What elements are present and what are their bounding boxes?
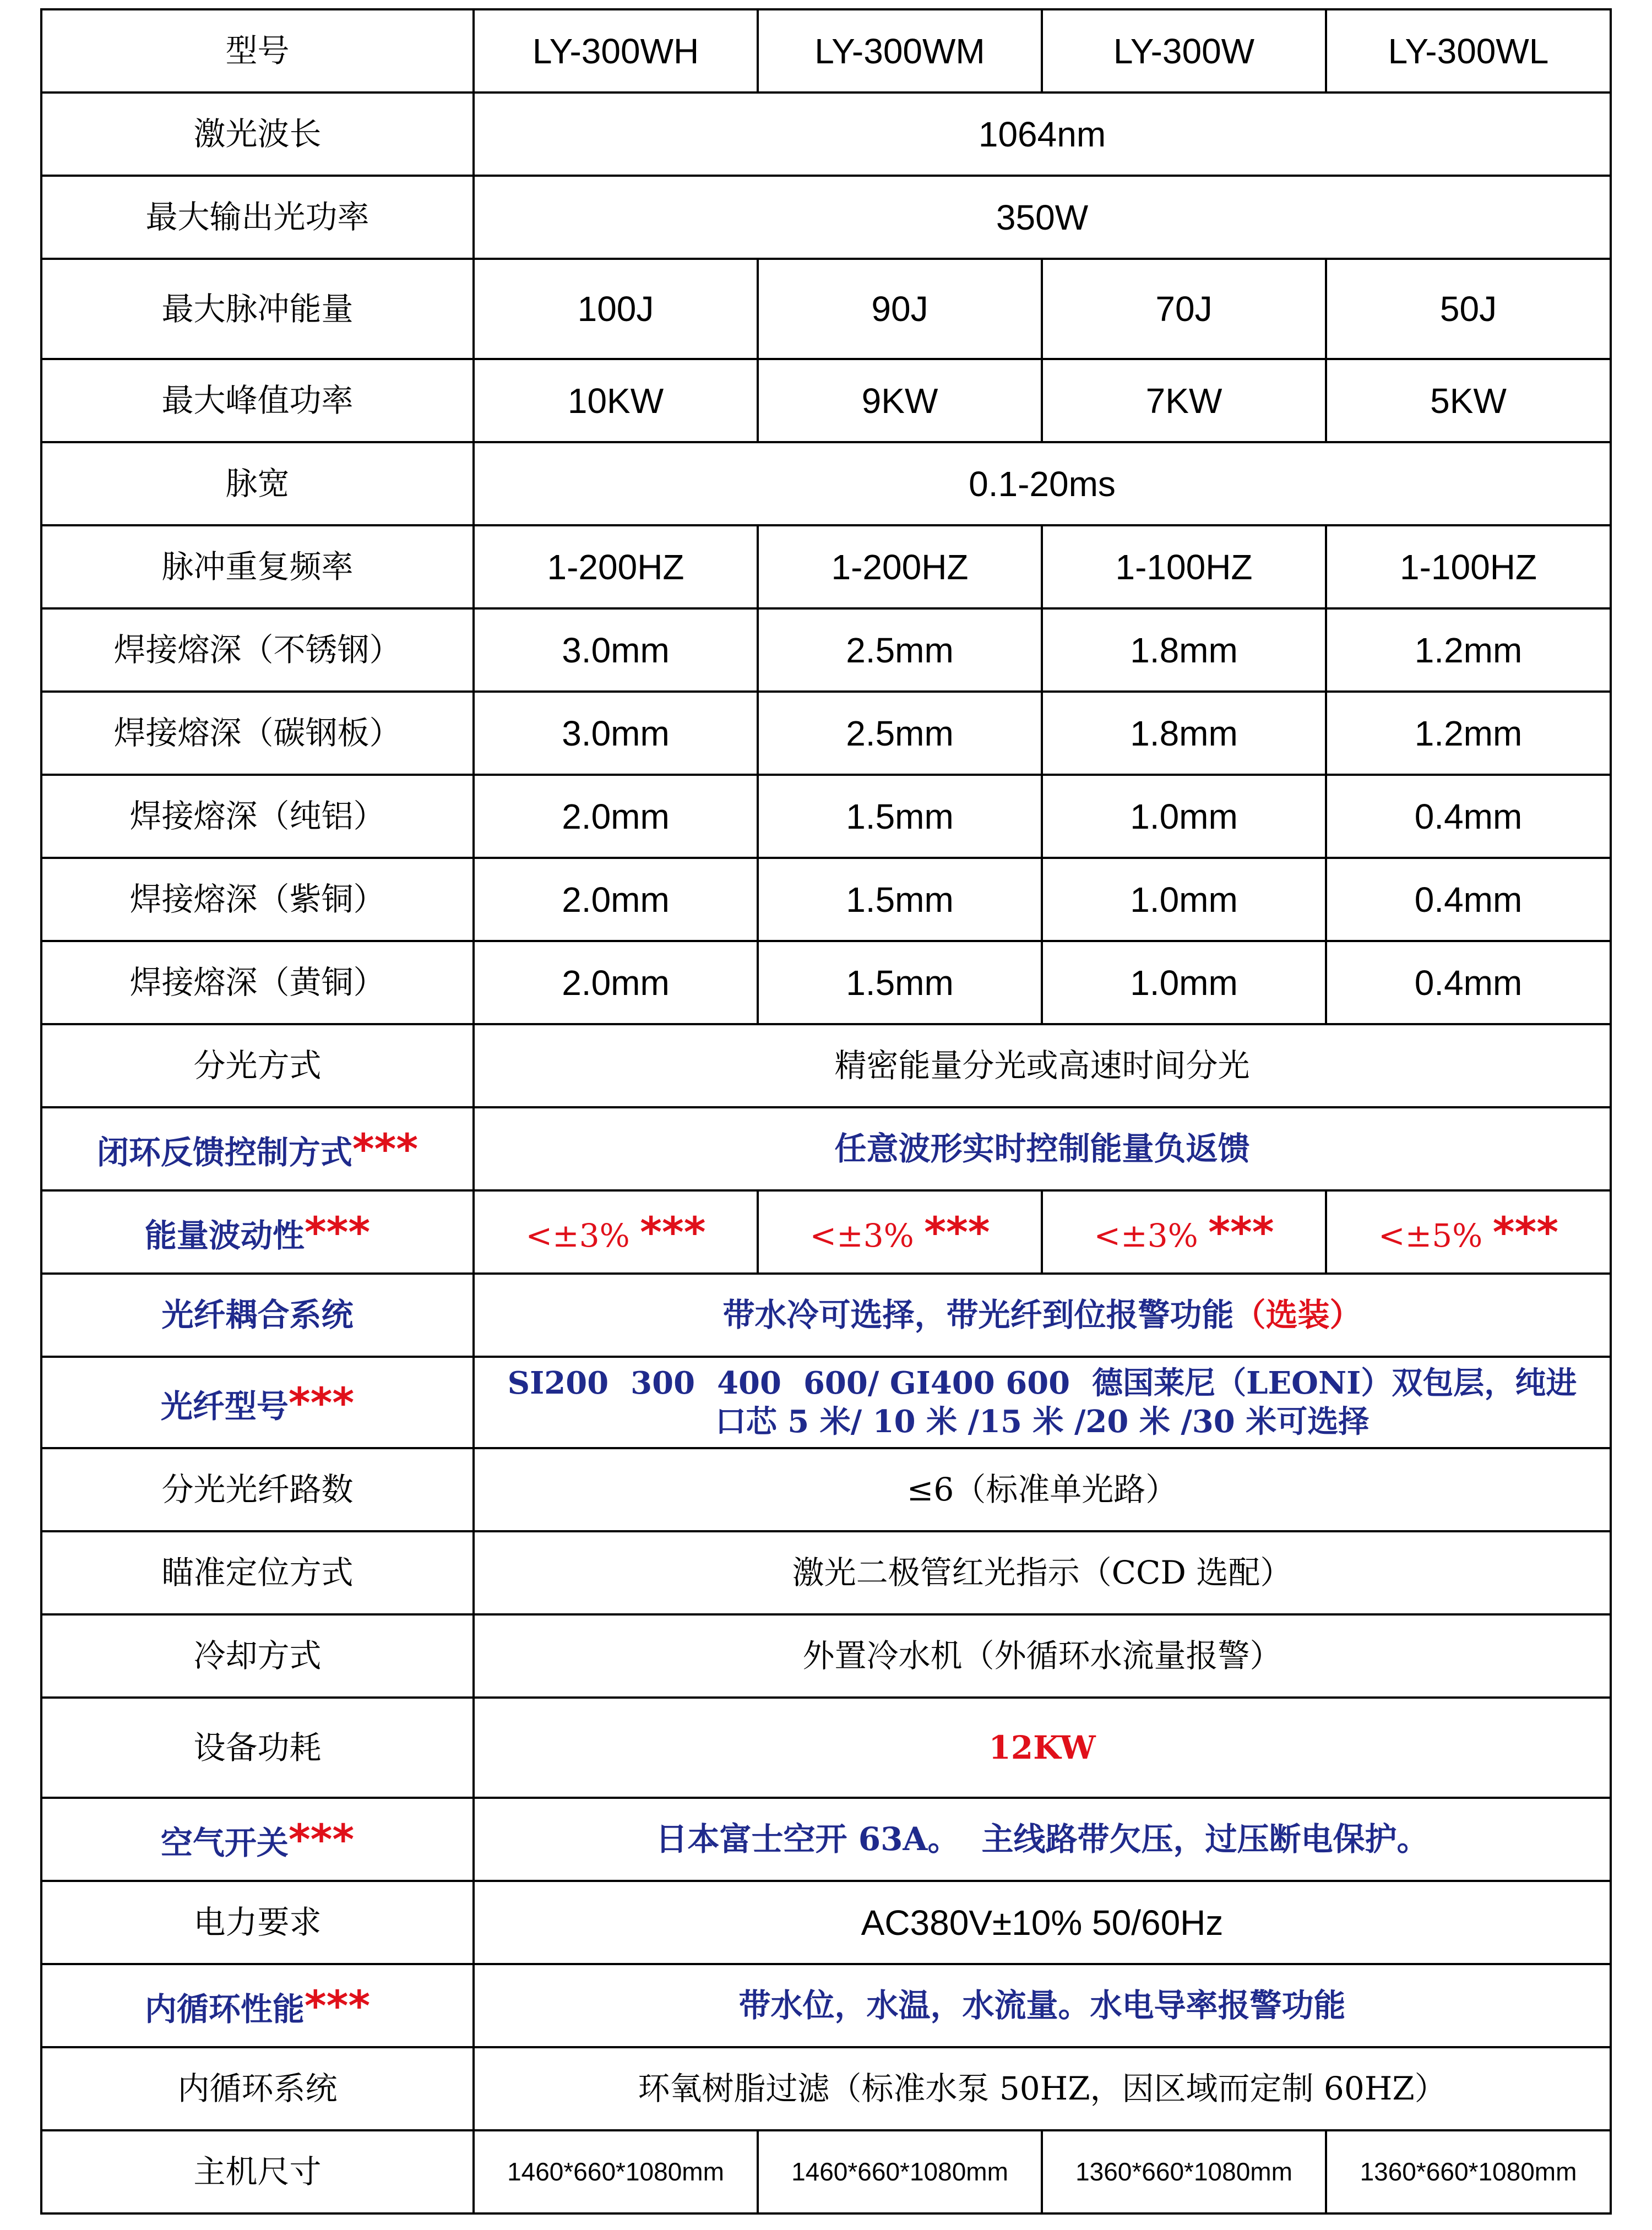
row-label: 最大峰值功率 <box>41 359 474 442</box>
row-value: 9KW <box>758 359 1042 442</box>
row-label: 电力要求 <box>41 1881 474 1964</box>
row-label: 焊接熔深（紫铜） <box>41 858 474 941</box>
row-value <box>758 1190 1042 1274</box>
fiber-core: 400 <box>717 1365 781 1401</box>
fiber-core: 300 <box>631 1365 695 1401</box>
row-value: 1.0mm <box>1042 941 1326 1024</box>
row-label: 内循环系统 <box>41 2047 474 2130</box>
model-label: 型号 <box>41 9 474 93</box>
row-value: 70J <box>1042 259 1326 359</box>
row-power-req <box>41 1881 1611 1964</box>
row-cooling <box>41 1614 1611 1698</box>
row-label: 焊接熔深（黄铜） <box>41 941 474 1024</box>
row-consumption <box>41 1698 1611 1798</box>
row-rep-rate <box>41 525 1611 608</box>
row-label: 分光方式 <box>41 1024 474 1107</box>
row-label: 主机尺寸 <box>41 2130 474 2213</box>
importance-stars: *** <box>1492 1208 1558 1257</box>
row-inner-sys <box>41 2047 1611 2130</box>
row-value: ≤6（标准单光路） <box>474 1448 1611 1531</box>
row-value: 带水位，水温，水流量。水电导率报警功能 <box>474 1964 1611 2047</box>
importance-stars: *** <box>640 1208 706 1257</box>
row-split-mode <box>41 1024 1611 1107</box>
row-value: 1.8mm <box>1042 692 1326 775</box>
label-text: 能量波动性 <box>144 1217 305 1254</box>
fiber-line-1 <box>480 1364 1604 1402</box>
row-value <box>474 1798 1611 1881</box>
row-value: 1-100HZ <box>1326 525 1611 608</box>
value-text: 带水冷可选择，带光纤到位报警功能 <box>722 1296 1234 1334</box>
row-pulse-width <box>41 442 1611 525</box>
row-fiber-paths <box>41 1448 1611 1531</box>
model-name: LY-300WL <box>1326 9 1611 93</box>
value-text: <±3% <box>1094 1217 1198 1254</box>
row-label: 脉宽 <box>41 442 474 525</box>
value-text: <±5% <box>1378 1217 1483 1254</box>
row-label: 激光波长 <box>41 93 474 176</box>
row-value: 1360*660*1080mm <box>1042 2130 1326 2213</box>
row-value: 7KW <box>1042 359 1326 442</box>
row-value: 0.4mm <box>1326 775 1611 858</box>
row-value: 1.5mm <box>758 775 1042 858</box>
row-label <box>41 1964 474 2047</box>
row-label: 分光光纤路数 <box>41 1448 474 1531</box>
row-label: 脉冲重复频率 <box>41 525 474 608</box>
row-value: 1.5mm <box>758 941 1042 1024</box>
row-value <box>474 1274 1611 1357</box>
row-label <box>41 1190 474 1274</box>
row-label: 焊接熔深（碳钢板） <box>41 692 474 775</box>
row-peak-power <box>41 359 1611 442</box>
row-value <box>1326 1190 1611 1274</box>
row-value: 1.2mm <box>1326 692 1611 775</box>
importance-stars: *** <box>352 1124 419 1173</box>
fiber-brand: 德国莱尼（LEONI）双包层，纯进 <box>1092 1365 1577 1401</box>
row-value: 1-200HZ <box>474 525 758 608</box>
row-value: 3.0mm <box>474 692 758 775</box>
row-value: 2.5mm <box>758 692 1042 775</box>
fiber-core: 600/ GI400 600 <box>803 1365 1070 1401</box>
row-value: 2.5mm <box>758 608 1042 692</box>
row-value: 0.4mm <box>1326 858 1611 941</box>
row-stability <box>41 1190 1611 1274</box>
value-text: 日本富士空开 63A。 <box>655 1820 960 1858</box>
model-name: LY-300WH <box>474 9 758 93</box>
importance-stars: *** <box>924 1208 990 1257</box>
row-value: 2.0mm <box>474 775 758 858</box>
value-text: 主线路带欠压，过压断电保护。 <box>981 1820 1429 1858</box>
row-value: 1.0mm <box>1042 858 1326 941</box>
label-text: 内循环性能 <box>144 1990 305 2028</box>
row-label: 冷却方式 <box>41 1614 474 1698</box>
row-depth-stainless <box>41 608 1611 692</box>
row-label <box>41 1798 474 1881</box>
row-label <box>41 1107 474 1190</box>
row-coupling <box>41 1274 1611 1357</box>
model-name: LY-300WM <box>758 9 1042 93</box>
row-value: 1064nm <box>474 93 1611 176</box>
value-text: <±3% <box>809 1217 914 1254</box>
row-value: 环氧树脂过滤（标准水泵 50HZ，因区域而定制 60HZ） <box>474 2047 1611 2130</box>
label-text: 闭环反馈控制方式 <box>96 1134 352 1171</box>
row-depth-aluminum <box>41 775 1611 858</box>
value-text: <±3% <box>525 1217 630 1254</box>
fiber-core: SI200 <box>507 1365 609 1401</box>
row-value: 350W <box>474 176 1611 259</box>
row-pulse-energy <box>41 259 1611 359</box>
row-label: 光纤耦合系统 <box>41 1274 474 1357</box>
row-depth-carbon <box>41 692 1611 775</box>
row-label: 瞄准定位方式 <box>41 1531 474 1614</box>
row-depth-brass <box>41 941 1611 1024</box>
label-text: 空气开关 <box>160 1824 289 1862</box>
row-value: 1.2mm <box>1326 608 1611 692</box>
importance-stars: *** <box>304 1981 371 2030</box>
row-value: 精密能量分光或高速时间分光 <box>474 1024 1611 1107</box>
row-value: 10KW <box>474 359 758 442</box>
row-value: 50J <box>1326 259 1611 359</box>
row-label <box>41 1357 474 1448</box>
importance-stars: *** <box>1208 1208 1274 1257</box>
row-aiming <box>41 1531 1611 1614</box>
row-depth-copper <box>41 858 1611 941</box>
row-value: 任意波形实时控制能量负返馈 <box>474 1107 1611 1190</box>
header-row <box>41 9 1611 93</box>
row-feedback <box>41 1107 1611 1190</box>
row-value: 1460*660*1080mm <box>758 2130 1042 2213</box>
importance-stars: *** <box>304 1208 371 1257</box>
row-value: 3.0mm <box>474 608 758 692</box>
row-value: AC380V±10% 50/60Hz <box>474 1881 1611 1964</box>
row-value: 1.8mm <box>1042 608 1326 692</box>
row-value: 2.0mm <box>474 858 758 941</box>
row-breaker <box>41 1798 1611 1881</box>
row-wavelength <box>41 93 1611 176</box>
importance-stars: *** <box>288 1378 355 1427</box>
row-value: 1-200HZ <box>758 525 1042 608</box>
row-fiber-model <box>41 1357 1611 1448</box>
row-dimensions <box>41 2130 1611 2213</box>
importance-stars: *** <box>288 1815 355 1864</box>
row-value: 0.4mm <box>1326 941 1611 1024</box>
row-value: 1.5mm <box>758 858 1042 941</box>
row-value: 1360*660*1080mm <box>1326 2130 1611 2213</box>
row-label: 焊接熔深（不锈钢） <box>41 608 474 692</box>
row-value: 2.0mm <box>474 941 758 1024</box>
row-value: 1.0mm <box>1042 775 1326 858</box>
row-value: 1-100HZ <box>1042 525 1326 608</box>
row-value <box>1042 1190 1326 1274</box>
row-value: 1460*660*1080mm <box>474 2130 758 2213</box>
row-label: 最大脉冲能量 <box>41 259 474 359</box>
spec-table <box>40 8 1612 2215</box>
row-value: 12KW <box>474 1698 1611 1798</box>
label-text: 光纤型号 <box>160 1387 289 1425</box>
row-label: 最大输出光功率 <box>41 176 474 259</box>
row-value <box>474 1190 758 1274</box>
row-value: 外置冷水机（外循环水流量报警） <box>474 1614 1611 1698</box>
row-label: 设备功耗 <box>41 1698 474 1798</box>
model-name: LY-300W <box>1042 9 1326 93</box>
row-label: 焊接熔深（纯铝） <box>41 775 474 858</box>
row-value: 激光二极管红光指示（CCD 选配） <box>474 1531 1611 1614</box>
row-value: 5KW <box>1326 359 1611 442</box>
row-value: 0.1-20ms <box>474 442 1611 525</box>
row-value: 90J <box>758 259 1042 359</box>
row-max-power <box>41 176 1611 259</box>
optional-note: （选装） <box>1233 1296 1362 1334</box>
row-value: 100J <box>474 259 758 359</box>
row-inner-perf <box>41 1964 1611 2047</box>
row-value <box>474 1357 1611 1448</box>
fiber-line-2: 口芯 5 米/ 10 米 /15 米 /20 米 /30 米可选择 <box>715 1404 1370 1440</box>
